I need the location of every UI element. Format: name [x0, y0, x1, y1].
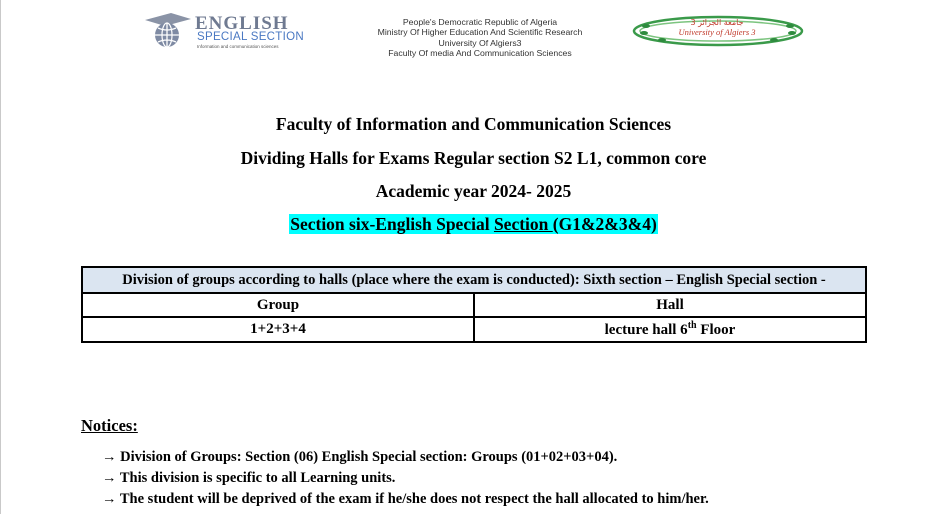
header-line-ministry: Ministry Of Higher Education And Scientific Research	[377, 27, 583, 38]
section-text-1: Section six-English Special	[290, 214, 494, 234]
arrow-right-icon: →	[102, 449, 117, 465]
table-header-row	[82, 293, 866, 317]
header-line-republic: People's Democratic Republic of Algeria	[402, 17, 558, 27]
title-academic-year: Academic year 2024- 2025	[375, 181, 572, 201]
notice-item	[102, 449, 617, 466]
hall-prefix: lecture hall 6	[604, 322, 688, 338]
logo-special-section-text: SPECIAL SECTION	[197, 31, 304, 43]
hall-ordinal-suffix: th	[687, 320, 697, 331]
logo-english-text: ENGLISH	[195, 13, 289, 34]
title-section	[0, 214, 947, 235]
header-line-faculty: Faculty Of media And Communication Sciences	[388, 47, 572, 58]
notice-item	[102, 470, 395, 487]
table-caption-row	[82, 267, 866, 293]
institution-header	[330, 17, 630, 58]
notice-text: This division is specific to all Learning units.	[119, 470, 396, 486]
notice-text: Division of Groups: Section (06) English Special section: Groups (01+02+03+04).	[120, 449, 618, 465]
header-line-university: University Of Algiers3	[438, 37, 522, 48]
page-left-border	[0, 0, 1, 514]
university-logo	[632, 15, 804, 47]
notice-text: The student will be deprived of the exam if he/she does not respect the hall allocated to him/her.	[119, 491, 709, 507]
section-text-underlined: Section	[493, 214, 553, 234]
logo-arabic-text: جامعة الجزائر 3	[690, 18, 744, 27]
section-highlight	[289, 214, 658, 234]
logo-university-name: University of Algiers 3	[678, 27, 756, 37]
cell-group: 1+2+3+4	[82, 317, 474, 342]
table-caption: Division of groups according to halls (place where the exam is conducted): Sixth section – English Special section -	[82, 267, 866, 293]
logo-tagline: Information and communication sciences	[197, 44, 279, 49]
english-section-logo	[143, 13, 321, 53]
arrow-right-icon: →	[102, 491, 117, 507]
section-groups-text: (G1&2&3&4)	[552, 214, 657, 234]
table-row	[82, 317, 866, 342]
notice-item	[102, 491, 709, 508]
globe-graduation-cap-icon	[143, 13, 193, 49]
notices-heading: Notices:	[81, 416, 138, 435]
halls-table	[81, 266, 867, 343]
cell-hall	[474, 317, 866, 342]
column-header-group: Group	[82, 293, 474, 317]
arrow-right-icon: →	[102, 470, 117, 486]
title-dividing-halls: Dividing Halls for Exams Regular section S2 L1, common core	[240, 148, 707, 168]
hall-suffix: Floor	[696, 322, 736, 338]
column-header-hall: Hall	[474, 293, 866, 317]
title-faculty: Faculty of Information and Communication Sciences	[275, 114, 672, 134]
